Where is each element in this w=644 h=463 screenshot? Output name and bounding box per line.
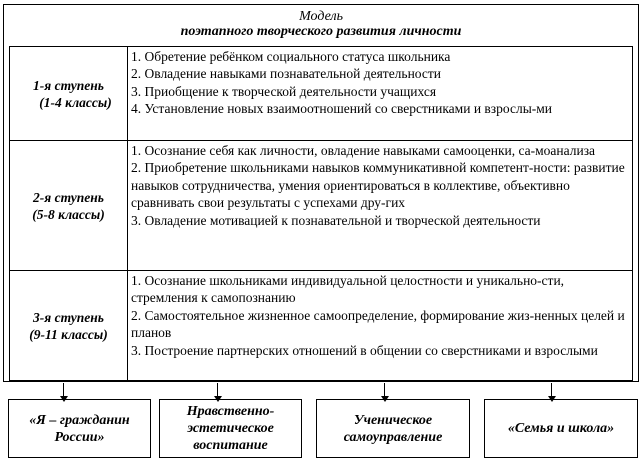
stage-row-1 [10, 47, 633, 141]
direction-label: «Семья и школа» [507, 421, 615, 436]
stage-item: 2. Самостоятельное жизненное самоопределение, формирование жиз-ненных целей и планов [131, 307, 625, 341]
stage-grades: (1-4 классы) [39, 94, 112, 110]
direction-label: «Я – гражданин России» [29, 412, 130, 445]
stage-grades: (9-11 классы) [29, 326, 108, 342]
stages-table [9, 46, 633, 381]
direction-box-family-school [484, 399, 638, 458]
stage-label [10, 271, 128, 381]
stage-label [10, 47, 128, 141]
stage-name: 3-я ступень [33, 309, 104, 325]
stage-item: 1. Обретение ребёнком социального статуса школьника [131, 49, 451, 64]
stage-item: 3. Построение партнерских отношений в общении со сверстниками и взрослыми [131, 342, 598, 358]
stage-row-3 [10, 271, 633, 381]
model-title [4, 9, 638, 39]
title-line-2: поэтапного творческого развития личности [180, 24, 462, 39]
stage-name: 1-я ступень [33, 77, 104, 93]
stage-name: 2-я ступень [33, 189, 104, 205]
stage-grades: (5-8 классы) [32, 206, 105, 222]
stage-item: 3. Приобщение к творческой деятельности учащихся [131, 83, 437, 99]
stage-label [10, 141, 128, 271]
stage-items [128, 141, 633, 271]
direction-label: Нравственно-эстетическое воспитание [186, 404, 275, 453]
stage-item: 4. Установление новых взаимоотношений со сверстниками и взрослы-ми [131, 101, 553, 117]
stage-item: 3. Овладение мотивацией к познавательной и творческой деятельности [131, 212, 541, 228]
model-frame [3, 4, 639, 382]
stage-row-2 [10, 141, 633, 271]
direction-box-citizen [8, 399, 151, 458]
direction-box-self-government [316, 399, 470, 458]
stage-item: 1. Осознание себя как личности, овладение навыками самооценки, са-моанализа [131, 143, 596, 158]
stage-item: 1. Осознание школьниками индивидуальной целостности и уникально-сти, стремления к самопознанию [131, 273, 565, 306]
direction-label: Ученическое самоуправление [343, 412, 443, 445]
title-line-1: Модель [299, 9, 343, 24]
direction-box-moral-aesthetic [159, 399, 302, 458]
stage-items [128, 47, 633, 141]
stage-item: 2. Овладение навыками познавательной деятельности [131, 66, 442, 82]
stage-items [128, 271, 633, 381]
stage-item: 2. Приобретение школьниками навыков коммуникативной компетент-ности: развитие навыков сотрудничества, умения ориентироваться в коллективе, объективно сравнивать свои результаты с успехами дру-гих [131, 160, 625, 211]
